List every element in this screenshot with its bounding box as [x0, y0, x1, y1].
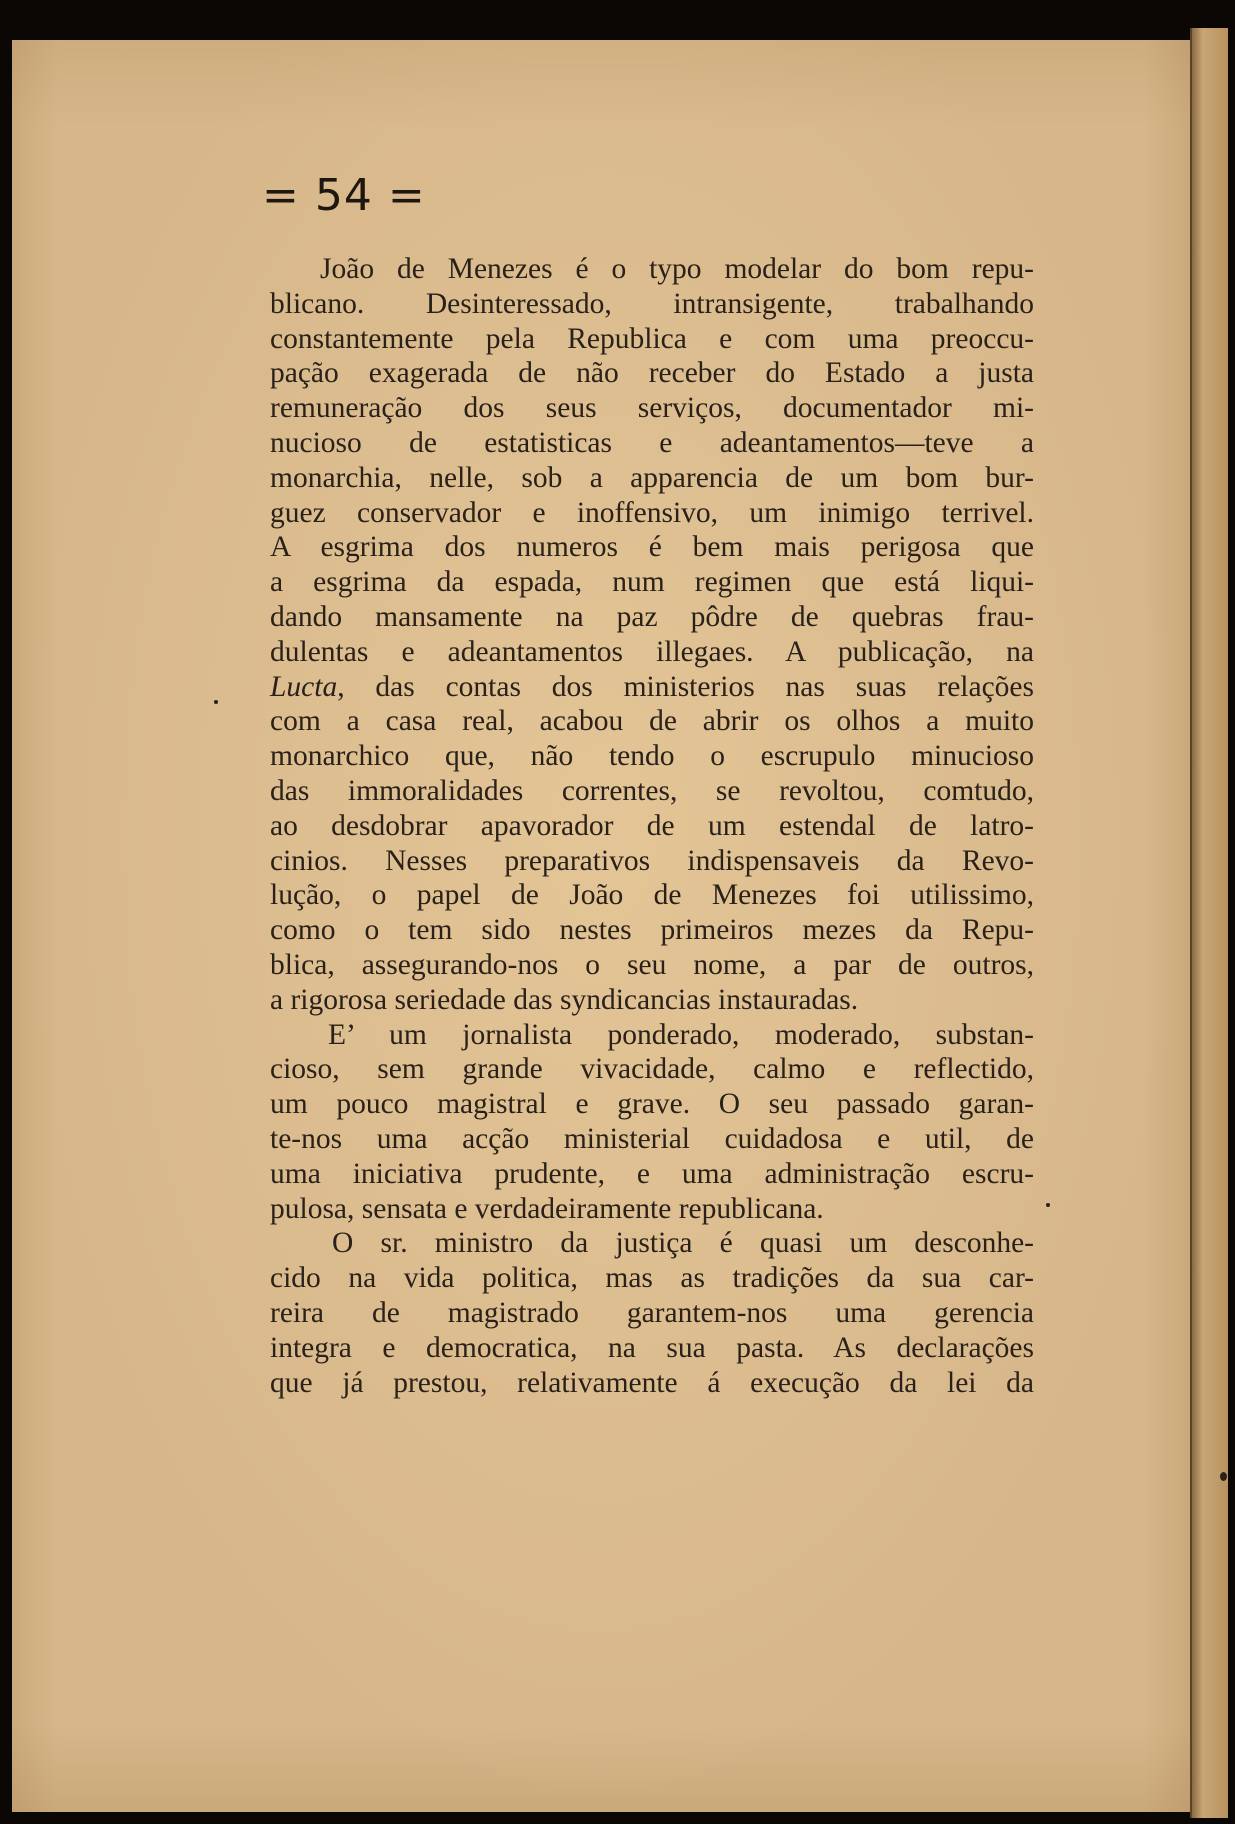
ink-speck [214, 700, 218, 704]
text-line: dando mansamente na paz pôdre de quebras frau- [270, 600, 1034, 633]
text-line: que já prestou, relativamente á execução da lei da [270, 1366, 1034, 1399]
text-line: dulentas e adeantamentos illegaes. A publicação, na [270, 635, 1034, 668]
text-line: cinios. Nesses preparativos indispensaveis da Revo- [270, 844, 1034, 877]
text-line: integra e democratica, na sua pasta. As declarações [270, 1331, 1034, 1364]
text-line: a esgrima da espada, num regimen que está liqui- [270, 566, 1034, 599]
text-line: cioso, sem grande vivacidade, calmo e reflectido, [270, 1053, 1034, 1086]
text-line: guez conservador e inoffensivo, um inimigo terrivel. [270, 496, 1034, 529]
text-line: a rigorosa seriedade das syndicancias instauradas. [270, 983, 859, 1016]
newspaper-title: Lucta [270, 670, 338, 703]
text-line: nucioso de estatisticas e adeantamentos—teve a [270, 426, 1034, 459]
text-line: um pouco magistral e grave. O seu passado garan- [270, 1088, 1034, 1121]
paragraph-3 [270, 1226, 1034, 1400]
text-line: uma iniciativa prudente, e uma administração escru- [270, 1157, 1034, 1190]
ink-speck [1220, 1472, 1227, 1481]
text-line: com a casa real, acabou de abrir os olhos a muito [270, 705, 1034, 738]
text-line: João de Menezes é o typo modelar do bom repu- [320, 253, 1034, 285]
text-line: te-nos uma acção ministerial cuidadosa e util, de [270, 1122, 1034, 1155]
text-line: blica, assegurando-nos o seu nome, a par de outros, [270, 948, 1034, 981]
paragraph-2 [270, 1018, 1034, 1227]
text-line: A esgrima dos numeros é bem mais perigosa que [270, 531, 1034, 564]
text-line: E’ um jornalista ponderado, moderado, substan- [328, 1018, 1034, 1051]
page-number: = 54 = [262, 170, 426, 221]
text-line: pulosa, sensata e verdadeiramente republicana. [270, 1192, 824, 1225]
text-line: cido na vida politica, mas as tradições da sua car- [270, 1262, 1034, 1295]
text-line: monarchico que, não tendo o escrupulo minucioso [270, 740, 1034, 773]
text-line: ao desdobrar apavorador de um estendal de latro- [270, 809, 1034, 842]
text-line: O sr. ministro da justiça é quasi um desconhe- [332, 1227, 1034, 1260]
text-line: constantemente pela Republica e com uma preoccu- [270, 322, 1034, 355]
text-line: remuneração dos seus serviços, documentador mi- [270, 392, 1034, 425]
text-line: das immoralidades correntes, se revoltou, comtudo, [270, 774, 1034, 807]
text-line: blicano. Desinteressado, intransigente, trabalhando [270, 287, 1034, 320]
text-line: monarchia, nelle, sob a apparencia de um bom bur- [270, 461, 1034, 494]
text-line-lucta: Lucta, das contas dos ministerios nas suas relações [270, 670, 1034, 703]
text-line: lução, o papel de João de Menezes foi utilissimo, [270, 879, 1034, 912]
text-line: como o tem sido nestes primeiros mezes da Repu- [270, 914, 1034, 947]
paragraph-1 [270, 252, 1034, 1018]
ink-speck [1046, 1203, 1050, 1207]
text-line: pação exagerada de não receber do Estado a justa [270, 357, 1034, 390]
text-line: reira de magistrado garantem-nos uma gerencia [270, 1296, 1034, 1329]
body-text [270, 252, 1034, 1400]
adjacent-page-edge [1190, 28, 1228, 1818]
